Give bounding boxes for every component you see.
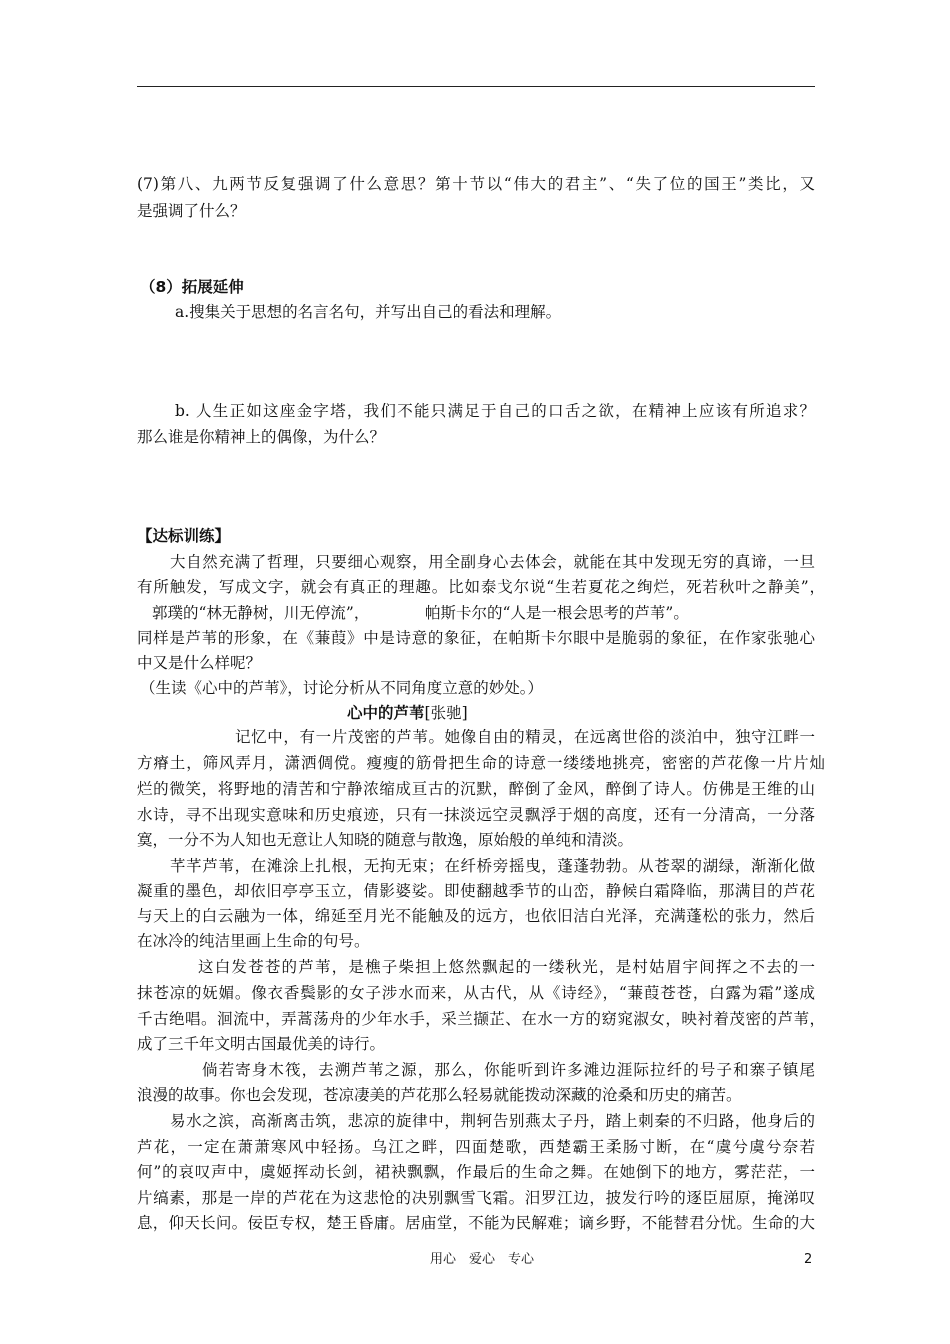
essay-line: 记忆中，有一片茂密的芦苇。她像自由的精灵，在远离世俗的淡泊中，独守江畔一	[235, 728, 815, 746]
question-8-item-a: a.搜集关于思想的名言名句，并写出自己的看法和理解。	[175, 303, 562, 321]
essay-line: 芦花，一定在萧萧寒风中轻扬。乌江之畔，四面楚歌，西楚霸王柔肠寸断，在“虞兮虞兮奈若	[137, 1138, 815, 1156]
essay-line: 浪漫的故事。你也会发现，苍凉凄美的芦花那么轻易就能拨动深藏的沧桑和历史的痛苦。	[137, 1086, 742, 1104]
header-rule	[137, 86, 815, 87]
training-line: 大自然充满了哲理，只要细心观察，用全副身心去体会，就能在其中发现无穷的真谛，一旦	[170, 553, 815, 571]
training-line: 帕斯卡尔的“人是一根会思考的芦苇”。	[425, 604, 689, 622]
essay-line: 何”的哀叹声中，虞姬挥动长剑，裙袂飘飘，作最后的生命之舞。在她倒下的地方，雾茫茫，一	[137, 1163, 815, 1181]
essay-line: 倘若寄身木筏，去溯芦苇之源，那么，你能听到许多滩边涯际拉纤的号子和寨子镇尾	[202, 1061, 815, 1079]
essay-line: 这白发苍苍的芦苇，是樵子柴担上悠然飘起的一缕秋光，是村姑眉宇间挥之不去的一	[198, 958, 815, 976]
essay-line: 千古绝唱。洄流中，弄蒿荡舟的少年水手，采兰撷芷、在水一方的窈窕淑女，映衬着茂密的芦苇，	[137, 1010, 825, 1028]
question-8-item-b-line-2: 那么谁是你精神上的偶像，为什么？	[137, 428, 386, 446]
essay-line: 寞，一分不为人知也无意让人知晓的随意与散逸，原始般的单纯和清淡。	[137, 831, 634, 849]
essay-line: 凝重的墨色，却依旧亭亭玉立，倩影婆娑。即使翻越季节的山峦，静候白霜降临，那满目的芦花	[137, 882, 815, 900]
training-heading: 【达标训练】	[137, 527, 231, 545]
essay-line: 抹苍凉的妩媚。像衣香鬓影的女子涉水而来，从古代，从《诗经》，“蒹葭苍苍，白露为霜”遂成	[137, 984, 815, 1002]
footer-motto: 用心 爱心 专心	[430, 1252, 535, 1267]
essay-line: 息，仰天长问。佞臣专权，楚王昏庸。居庙堂，不能为民解难；谪乡野，不能替君分忧。生命的大	[137, 1214, 815, 1232]
page-number: 2	[804, 1252, 813, 1267]
essay-line: 易水之滨，高渐离击筑，悲凉的旋律中，荆轲告别燕太子丹，踏上刺秦的不归路，他身后的	[170, 1112, 815, 1130]
training-line: （生读《心中的芦苇》，讨论分析从不同角度立意的妙处。）	[140, 679, 544, 697]
essay-line: 与天上的白云融为一体，绵延至月光不能触及的远方，也依旧洁白光泽，充满蓬松的张力，然后	[137, 907, 815, 925]
question-7-line-2: 是强调了什么？	[137, 202, 246, 220]
essay-line: 片缟素，那是一岸的芦花在为这悲怆的决别飘雪飞霜。汨罗江边，披发行吟的逐臣屈原，掩涕叹	[137, 1189, 815, 1207]
training-line: 同样是芦苇的形象，在《蒹葭》中是诗意的象征，在帕斯卡尔眼中是脆弱的象征，在作家张驰心	[137, 629, 815, 647]
essay-author: [张驰]	[424, 704, 468, 722]
essay-line: 成了三千年文明古国最优美的诗行。	[137, 1035, 386, 1053]
essay-line: 水诗，寻不出现实意味和历史痕迹，只有一抹淡远空灵飘浮于烟的高度，还有一分清高，一分落	[137, 806, 815, 824]
essay-line: 方瘠土，筛风弄月，潇洒倜傥。瘦瘦的筋骨把生命的诗意一缕缕地挑亮，密密的芦花像一片片灿	[137, 754, 825, 772]
essay-title-row	[347, 703, 468, 723]
question-8-item-b-line-1: b. 人生正如这座金字塔，我们不能只满足于自己的口舌之欲，在精神上应该有所追求？	[175, 402, 815, 420]
training-line: 郭璞的“林无静树，川无停流”，	[152, 604, 370, 622]
essay-line: 在冰冷的纯洁里画上生命的句号。	[137, 932, 370, 950]
essay-line: 烂的微笑，将野地的清苦和宁静浓缩成亘古的沉默，醉倒了金风，醉倒了诗人。仿佛是王维的山	[137, 780, 815, 798]
essay-title: 心中的芦苇	[347, 704, 425, 722]
training-line: 有所触发，写成文字，就会有真正的理趣。比如泰戈尔说“生若夏花之绚烂，死若秋叶之静美”，	[137, 578, 825, 596]
question-8-heading: （8）拓展延伸	[140, 278, 244, 296]
essay-line: 芊芊芦苇，在滩涂上扎根，无拘无束；在纤桥旁摇曳，蓬蓬勃勃。从苍翠的湖绿，渐渐化做	[170, 857, 815, 875]
training-line: 中又是什么样呢？	[137, 654, 262, 672]
question-7-line-1: (7)第八、九两节反复强调了什么意思？第十节以“伟大的君主”、“失了位的国王”类比，又	[137, 175, 815, 193]
